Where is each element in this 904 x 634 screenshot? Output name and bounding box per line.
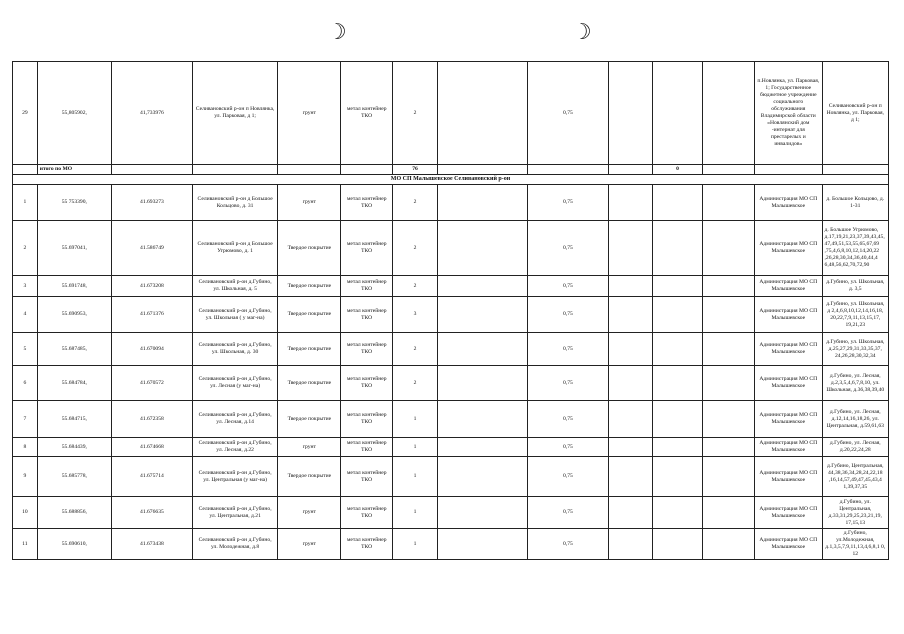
empty-cell bbox=[608, 457, 652, 497]
empty-cell bbox=[438, 438, 528, 457]
source-cell: д.Губино, Центральная, 44,38,36,34,28,24,22,18 ,16,14,57,49,47,45,43,4 1,39,37,35 bbox=[822, 457, 888, 497]
latitude-cell: 55.684784, bbox=[37, 366, 111, 401]
table-row bbox=[13, 438, 889, 457]
table-row bbox=[13, 529, 889, 560]
empty-cell bbox=[703, 165, 755, 175]
source-cell: д.Губино, ул. Лесная, д.2,3,5,4,6,7,8,10, ул. Школьная, д.36,38,39,40 bbox=[822, 366, 888, 401]
empty-cell bbox=[652, 185, 703, 221]
empty-cell bbox=[608, 185, 652, 221]
container-sites-table bbox=[12, 61, 889, 560]
owner-cell: Администрация МО СП Малышевское bbox=[755, 457, 822, 497]
table-row bbox=[13, 497, 889, 529]
empty-cell bbox=[438, 457, 528, 497]
longitude-cell: 41.674668 bbox=[111, 438, 192, 457]
empty-cell bbox=[278, 165, 341, 175]
empty-cell bbox=[527, 165, 608, 175]
volume-cell: 0,75 bbox=[527, 529, 608, 560]
empty-cell bbox=[652, 297, 703, 333]
row-number: 9 bbox=[13, 457, 38, 497]
empty-cell bbox=[438, 297, 528, 333]
empty-cell bbox=[652, 529, 703, 560]
container-count-cell: 2 bbox=[393, 62, 438, 165]
empty-cell bbox=[703, 297, 755, 333]
empty-cell bbox=[608, 497, 652, 529]
row-number: 10 bbox=[13, 497, 38, 529]
volume-cell: 0,75 bbox=[527, 276, 608, 297]
empty-cell bbox=[652, 276, 703, 297]
longitude-cell: 41.673438 bbox=[111, 529, 192, 560]
volume-cell: 0,75 bbox=[527, 438, 608, 457]
empty-cell bbox=[438, 497, 528, 529]
owner-cell: Администрация МО СП Малышевское bbox=[755, 221, 822, 276]
row-number: 6 bbox=[13, 366, 38, 401]
owner-cell: Администрация МО СП Малышевское bbox=[755, 185, 822, 221]
empty-cell bbox=[652, 401, 703, 438]
empty-cell bbox=[438, 366, 528, 401]
empty-cell bbox=[341, 165, 393, 175]
source-cell: д. Большое Кольцово, д. 1-31 bbox=[822, 185, 888, 221]
container-count-cell: 2 bbox=[393, 221, 438, 276]
owner-cell bbox=[755, 62, 822, 165]
punch-hole-mark: ☽ bbox=[572, 20, 592, 45]
empty-cell bbox=[703, 366, 755, 401]
surface-cell: Твердое покрытие bbox=[278, 366, 341, 401]
total-label: итого по МО bbox=[37, 165, 111, 175]
owner-text: п.Новлянка, ул. Парковая, 1; Государственное бюджетное учреждение социального обслуживания Владимирской области «Новлянский дом -интернат для престарелых и инвалидов» bbox=[757, 78, 820, 147]
surface-cell: грунт bbox=[278, 438, 341, 457]
container-type-cell: метал контейнер ТКО bbox=[341, 276, 393, 297]
table-row bbox=[13, 185, 889, 221]
address-cell: Селивановский р-он д Большое Угрюмово, д. 1 bbox=[192, 221, 277, 276]
address-cell: Селивановский р-он д.Губино, ул. Лесная, д.22 bbox=[192, 438, 277, 457]
container-type-cell: метал контейнер ТКО bbox=[341, 438, 393, 457]
empty-cell bbox=[755, 165, 822, 175]
empty-cell bbox=[822, 165, 888, 175]
container-type-cell: метал контейнер ТКО bbox=[341, 529, 393, 560]
empty-cell bbox=[438, 165, 528, 175]
volume-cell: 0,75 bbox=[527, 366, 608, 401]
surface-cell: Твердое покрытие bbox=[278, 297, 341, 333]
empty-cell bbox=[608, 276, 652, 297]
source-cell: д.Губино, ул. Лесная, д.12,14,16,18,26, ул. Центральная, д.59,61,63 bbox=[822, 401, 888, 438]
address-cell: Селивановский р-он д.Губино, ул. Молодежная, д.8 bbox=[192, 529, 277, 560]
source-cell: д.Губино, ул. Школьная, д.25,27,29,31,33,35,37, 24,26,28,30,32,34 bbox=[822, 333, 888, 366]
latitude-cell: 55.687485, bbox=[37, 333, 111, 366]
surface-cell: Твердое покрытие bbox=[278, 221, 341, 276]
table-row bbox=[13, 62, 889, 165]
volume-cell: 0,75 bbox=[527, 401, 608, 438]
longitude-cell: 41.676635 bbox=[111, 497, 192, 529]
empty-cell bbox=[608, 297, 652, 333]
empty-cell bbox=[608, 529, 652, 560]
owner-cell: Администрация МО СП Малышевское bbox=[755, 529, 822, 560]
empty-cell bbox=[703, 333, 755, 366]
source-cell: д.Губино, ул. Школьная, д. 3,5 bbox=[822, 276, 888, 297]
latitude-cell: 55 753390, bbox=[37, 185, 111, 221]
container-count-cell: 3 bbox=[393, 297, 438, 333]
empty-cell bbox=[703, 529, 755, 560]
longitude-cell: 41.672358 bbox=[111, 401, 192, 438]
address-cell: Селивановский р-он д.Губино, ул. Лесная, д.14 bbox=[192, 401, 277, 438]
total-row bbox=[13, 165, 889, 175]
total-extra: 0 bbox=[652, 165, 703, 175]
longitude-cell: 41.673208 bbox=[111, 276, 192, 297]
longitude-cell: 41.670094 bbox=[111, 333, 192, 366]
row-number: 11 bbox=[13, 529, 38, 560]
empty-cell bbox=[703, 276, 755, 297]
empty-cell bbox=[608, 366, 652, 401]
empty-cell bbox=[608, 333, 652, 366]
owner-cell: Администрация МО СП Малышевское bbox=[755, 297, 822, 333]
latitude-cell: 55.684439, bbox=[37, 438, 111, 457]
owner-cell: Администрация МО СП Малышевское bbox=[755, 497, 822, 529]
surface-cell: грунт bbox=[278, 62, 341, 165]
row-number: 3 bbox=[13, 276, 38, 297]
empty-cell bbox=[652, 457, 703, 497]
total-count: 76 bbox=[393, 165, 438, 175]
source-cell: д.Губино, ул.Молодежная, д.1,3,5,7,9,11,13,4,6,8,1 0, 12 bbox=[822, 529, 888, 560]
volume-cell: 0,75 bbox=[527, 333, 608, 366]
latitude-cell: 55.690610, bbox=[37, 529, 111, 560]
empty-cell bbox=[652, 62, 703, 165]
empty-cell bbox=[438, 276, 528, 297]
volume-cell: 0,75 bbox=[527, 62, 608, 165]
empty-cell bbox=[703, 497, 755, 529]
row-number: 7 bbox=[13, 401, 38, 438]
container-count-cell: 2 bbox=[393, 185, 438, 221]
empty-cell bbox=[703, 438, 755, 457]
address-cell: Селивановский р-он д.Губино, ул. Центральная, д.21 bbox=[192, 497, 277, 529]
empty-cell bbox=[438, 529, 528, 560]
empty-cell bbox=[13, 165, 38, 175]
longitude-cell: 41.671376 bbox=[111, 297, 192, 333]
empty-cell bbox=[608, 165, 652, 175]
empty-cell bbox=[111, 165, 192, 175]
address-cell: Селивановский р-он п Новлянка, ул. Парковая, д 1; bbox=[192, 62, 277, 165]
source-cell: д. Большое Угрюмово, д.17,19,21,23,37,39,43,45, 47,49,51,53,55,65,67,69 ,75,4,6,8,10,12,14,20,22 ,26,28,30,34,36,40,44,4 6,48,56,62,70,72,90 bbox=[822, 221, 888, 276]
container-type-cell: метал контейнер ТКО bbox=[341, 366, 393, 401]
surface-cell: Твердое покрытие bbox=[278, 333, 341, 366]
empty-cell bbox=[652, 438, 703, 457]
surface-cell: грунт bbox=[278, 529, 341, 560]
volume-cell: 0,75 bbox=[527, 221, 608, 276]
latitude-cell: 55.688856, bbox=[37, 497, 111, 529]
empty-cell bbox=[438, 62, 528, 165]
table-row bbox=[13, 221, 889, 276]
container-count-cell: 2 bbox=[393, 333, 438, 366]
owner-cell: Администрация МО СП Малышевское bbox=[755, 276, 822, 297]
owner-cell: Администрация МО СП Малышевское bbox=[755, 333, 822, 366]
empty-cell bbox=[438, 221, 528, 276]
container-type-cell: метал контейнер ТКО bbox=[341, 457, 393, 497]
empty-cell bbox=[438, 185, 528, 221]
volume-cell: 0,75 bbox=[527, 297, 608, 333]
latitude-cell: 55.690953, bbox=[37, 297, 111, 333]
address-cell: Селивановский р-он д.Губино, ул. Лесная (у маг-на) bbox=[192, 366, 277, 401]
container-count-cell: 1 bbox=[393, 497, 438, 529]
container-count-cell: 2 bbox=[393, 276, 438, 297]
address-cell: Селивановский р-он д.Губино, ул. Школьная, д. 5 bbox=[192, 276, 277, 297]
punch-hole-mark: ☽ bbox=[327, 20, 347, 45]
address-cell: Селивановский р-он д Большое Кольцово, д. 31 bbox=[192, 185, 277, 221]
row-number: 4 bbox=[13, 297, 38, 333]
longitude-cell: 41.670572 bbox=[111, 366, 192, 401]
empty-cell bbox=[652, 333, 703, 366]
empty-cell bbox=[608, 438, 652, 457]
surface-cell: Твердое покрытие bbox=[278, 276, 341, 297]
section-header-row bbox=[13, 175, 889, 185]
empty-cell bbox=[608, 221, 652, 276]
latitude-cell: 55.685778, bbox=[37, 457, 111, 497]
latitude-cell: 55.684715, bbox=[37, 401, 111, 438]
table-row bbox=[13, 297, 889, 333]
container-type-cell: метал контейнер ТКО bbox=[341, 333, 393, 366]
owner-cell: Администрация МО СП Малышевское bbox=[755, 366, 822, 401]
container-count-cell: 1 bbox=[393, 457, 438, 497]
surface-cell: грунт bbox=[278, 497, 341, 529]
row-number: 5 bbox=[13, 333, 38, 366]
container-count-cell: 2 bbox=[393, 366, 438, 401]
latitude-cell: 55,805902, bbox=[37, 62, 111, 165]
empty-cell bbox=[438, 401, 528, 438]
address-cell: Селивановский р-он д.Губино, ул. Школьная, д. 30 bbox=[192, 333, 277, 366]
surface-cell: Твердое покрытие bbox=[278, 401, 341, 438]
empty-cell bbox=[703, 62, 755, 165]
empty-cell bbox=[438, 333, 528, 366]
address-cell: Селивановский р-он д.Губино, ул. Центральная (у маг-на) bbox=[192, 457, 277, 497]
row-number: 29 bbox=[13, 62, 38, 165]
container-type-cell: метал контейнер ТКО bbox=[341, 497, 393, 529]
row-number: 8 bbox=[13, 438, 38, 457]
volume-cell: 0,75 bbox=[527, 497, 608, 529]
empty-cell bbox=[703, 457, 755, 497]
address-cell: Селивановский р-он д.Губино, ул. Школьная ( у маг-на) bbox=[192, 297, 277, 333]
row-number: 1 bbox=[13, 185, 38, 221]
container-count-cell: 1 bbox=[393, 438, 438, 457]
table-row bbox=[13, 333, 889, 366]
longitude-cell: 41,733976 bbox=[111, 62, 192, 165]
surface-cell: Твердое покрытие bbox=[278, 457, 341, 497]
container-count-cell: 1 bbox=[393, 529, 438, 560]
container-type-cell: метал контейнер ТКО bbox=[341, 401, 393, 438]
latitude-cell: 55.697041, bbox=[37, 221, 111, 276]
surface-cell: грунт bbox=[278, 185, 341, 221]
container-type-cell: метал контейнер ТКО bbox=[341, 221, 393, 276]
volume-cell: 0,75 bbox=[527, 185, 608, 221]
longitude-cell: 41.675714 bbox=[111, 457, 192, 497]
owner-cell: Администрация МО СП Малышевское bbox=[755, 401, 822, 438]
empty-cell bbox=[192, 165, 277, 175]
volume-cell: 0,75 bbox=[527, 457, 608, 497]
owner-cell: Администрация МО СП Малышевское bbox=[755, 438, 822, 457]
empty-cell bbox=[608, 62, 652, 165]
empty-cell bbox=[652, 497, 703, 529]
container-type-cell: метал контейнер ТКО bbox=[341, 297, 393, 333]
empty-cell bbox=[703, 185, 755, 221]
longitude-cell: 41.586749 bbox=[111, 221, 192, 276]
container-type-cell: метал контейнер ТКО bbox=[341, 62, 393, 165]
latitude-cell: 55.691748, bbox=[37, 276, 111, 297]
row-number: 2 bbox=[13, 221, 38, 276]
source-cell: Селивановский р-он п Новлянка, ул. Парковая, д 1; bbox=[822, 62, 888, 165]
empty-cell bbox=[608, 401, 652, 438]
longitude-cell: 41.693273 bbox=[111, 185, 192, 221]
empty-cell bbox=[703, 401, 755, 438]
empty-cell bbox=[703, 221, 755, 276]
empty-cell bbox=[652, 221, 703, 276]
container-count-cell: 1 bbox=[393, 401, 438, 438]
table-row bbox=[13, 401, 889, 438]
container-type-cell: метал контейнер ТКО bbox=[341, 185, 393, 221]
table-row bbox=[13, 457, 889, 497]
source-cell: д.Губино, ул. Центральная, д.33,31,29,25,23,21,19, 17,15,13 bbox=[822, 497, 888, 529]
empty-cell bbox=[652, 366, 703, 401]
table-row bbox=[13, 366, 889, 401]
source-cell: д.Губино, ул. Лесная, д.20,22,24,28 bbox=[822, 438, 888, 457]
table-row bbox=[13, 276, 889, 297]
section-title: МО СП Малышевское Селивановский р-он bbox=[13, 175, 889, 185]
source-cell: д.Губино, ул. Школьная, д 2,4,6,8,10,12,14,16,18, 20,22,7,9,11,13,15,17, 19,21,23 bbox=[822, 297, 888, 333]
